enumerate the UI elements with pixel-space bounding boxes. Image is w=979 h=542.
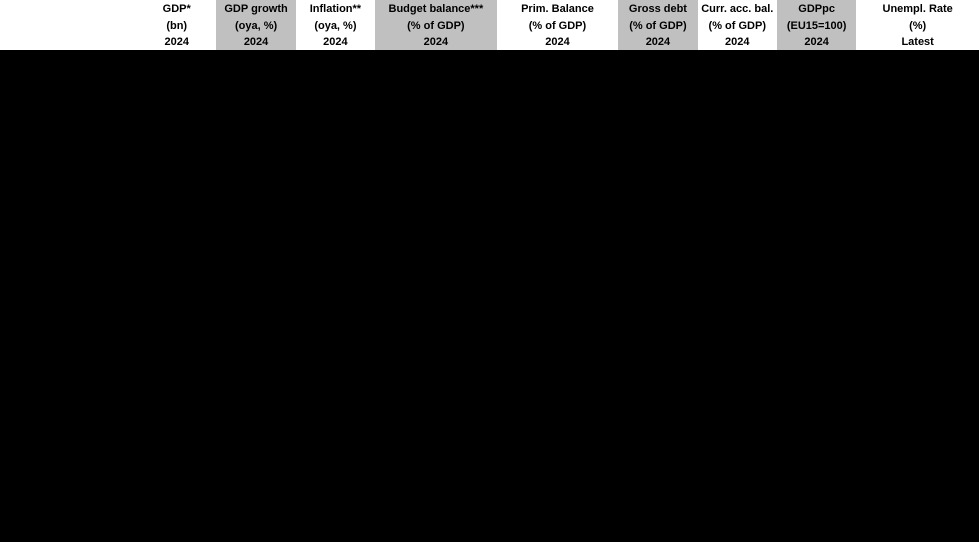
cell-gross-debt: 81 xyxy=(618,121,697,144)
table-row xyxy=(0,121,979,144)
table-row xyxy=(0,495,979,518)
cell-budget-balance: -1.2 xyxy=(375,191,497,214)
cell-unempl: 11.5 xyxy=(856,332,979,355)
cell-gdp: 2,151 xyxy=(137,238,216,261)
cell-gdp: 2,665 xyxy=(137,449,216,472)
cell-gdp: 4,273 xyxy=(137,168,216,191)
cell-gdp-growth: 2.1 xyxy=(216,332,295,355)
row-label: Portugal xyxy=(0,285,137,308)
header-cell-gdppc-2: (EU15=100) xyxy=(777,17,856,34)
cell-gross-debt: 43 xyxy=(618,215,697,238)
table-row xyxy=(0,98,979,121)
cell-gdppc: 95 xyxy=(777,145,856,168)
cell-inflation: 2.8 xyxy=(296,308,375,331)
cell-curr-acc: 1.5 xyxy=(698,238,777,261)
cell-gross-debt: 47 xyxy=(618,262,697,285)
table-row xyxy=(0,285,979,308)
header-cell-country-1 xyxy=(0,0,137,17)
row-label: Euro area xyxy=(0,355,137,378)
cell-gdppc: 116 xyxy=(777,74,856,97)
header-cell-gross-debt-2: (% of GDP) xyxy=(618,17,697,34)
cell-budget-balance: -2.8 xyxy=(375,308,497,331)
cell-gdp: 498 xyxy=(137,51,216,74)
cell-unempl: 5.4 xyxy=(856,74,979,97)
cell-gdp-growth: 2.3 xyxy=(216,308,295,331)
cell-curr-acc xyxy=(698,495,777,518)
cell-gross-debt xyxy=(618,519,697,542)
header-cell-gdp-growth-3: 2024 xyxy=(216,34,295,51)
header-cell-gdp-2: (bn) xyxy=(137,17,216,34)
header-cell-curr-acc-2: (% of GDP) xyxy=(698,17,777,34)
cell-gdp: 67 xyxy=(137,308,216,331)
cell-budget-balance: -4.4 xyxy=(375,238,497,261)
cell-prim-balance: -1.7 xyxy=(497,51,619,74)
cell-unempl: 5.4 xyxy=(856,98,979,121)
table-row xyxy=(0,355,979,378)
cell-budget-balance: -1.4 xyxy=(375,519,497,542)
cell-unempl: 3.7 xyxy=(856,262,979,285)
cell-gdp-growth: 2.8 xyxy=(216,98,295,121)
row-label xyxy=(0,449,137,472)
cell-gdp-growth: 0.9 xyxy=(216,495,295,518)
cell-unempl: 7.9 xyxy=(856,519,979,542)
cell-gdppc: 135 xyxy=(777,262,856,285)
cell-prim-balance: -4.3 xyxy=(497,425,619,448)
cell-unempl: 6.8 xyxy=(856,238,979,261)
cell-gross-debt: 23 xyxy=(618,472,697,495)
cell-inflation xyxy=(296,519,375,542)
cell-gdp: 2,902 xyxy=(137,145,216,168)
header-cell-unempl-3: Latest xyxy=(856,34,979,51)
header-cell-prim-balance-1: Prim. Balance xyxy=(497,0,619,17)
header-cell-unempl-1: Unempl. Rate xyxy=(856,0,979,17)
cell-prim-balance xyxy=(497,519,619,542)
header-row-1 xyxy=(0,0,979,17)
cell-gross-debt: 78 xyxy=(618,51,697,74)
cell-budget-balance: -7.5 xyxy=(375,378,497,401)
cell-inflation: 2.5 xyxy=(296,262,375,285)
cell-unempl: 4.2 xyxy=(856,378,979,401)
cell-gdppc: 76 xyxy=(777,98,856,121)
cell-inflation: 2.4 xyxy=(296,98,375,121)
cell-gdp: 1,081 xyxy=(137,262,216,285)
cell-gdp: 14,945 xyxy=(137,355,216,378)
cell-curr-acc: 3.2 xyxy=(698,355,777,378)
row-label: UK xyxy=(0,402,137,425)
table-row xyxy=(0,425,979,448)
cell-gdppc: 178 xyxy=(777,378,856,401)
cell-inflation: 1.4 xyxy=(296,121,375,144)
cell-gdp: 555 xyxy=(137,425,216,448)
header-cell-gdp-3: 2024 xyxy=(137,34,216,51)
cell-budget-balance: -1.6 xyxy=(375,168,497,191)
header-cell-prim-balance-2: (% of GDP) xyxy=(497,17,619,34)
cell-unempl: 4.6 xyxy=(856,472,979,495)
row-label xyxy=(0,472,137,495)
cell-gdp: 5,126 xyxy=(137,495,216,518)
cell-gdp-growth: 1.5 xyxy=(216,472,295,495)
cell-inflation xyxy=(296,449,375,472)
cell-gdp-growth: 1.7 xyxy=(216,285,295,308)
cell-gdp-growth: 0.8 xyxy=(216,262,295,285)
cell-gdppc: - xyxy=(777,472,856,495)
header-cell-budget-balance-2: (% of GDP) xyxy=(375,17,497,34)
cell-prim-balance: -3.3 xyxy=(497,145,619,168)
cell-gdp-growth: 0.9 xyxy=(216,238,295,261)
table-row xyxy=(0,168,979,191)
cell-prim-balance: -0.5 xyxy=(497,238,619,261)
cell-prim-balance: -1.4 xyxy=(497,308,619,331)
cell-curr-acc xyxy=(698,472,777,495)
header-cell-inflation-2: (oya, %) xyxy=(296,17,375,34)
cell-curr-acc: 9.1 xyxy=(698,215,777,238)
cell-gdppc: 82 xyxy=(777,238,856,261)
cell-prim-balance: - xyxy=(497,495,619,518)
cell-gross-debt: 154 xyxy=(618,191,697,214)
cell-budget-balance: -3.4 xyxy=(375,121,497,144)
cell-unempl: 8.2 xyxy=(856,121,979,144)
cell-budget-balance: -2.0 xyxy=(375,262,497,285)
cell-gdp-growth: 0.0 xyxy=(216,121,295,144)
row-label: Finland xyxy=(0,121,137,144)
cell-curr-acc: -5.2 xyxy=(698,191,777,214)
header-cell-gdp-1: GDP* xyxy=(137,0,216,17)
cell-budget-balance: - xyxy=(375,402,497,425)
cell-gdp-growth: 1.3 xyxy=(216,74,295,97)
header-cell-inflation-3: 2024 xyxy=(296,34,375,51)
header-row-3 xyxy=(0,34,979,51)
cell-curr-acc: -11.2 xyxy=(698,98,777,121)
cell-curr-acc: -1.4 xyxy=(698,145,777,168)
row-label: Greece xyxy=(0,191,137,214)
cell-prim-balance: - xyxy=(497,449,619,472)
cell-gdppc: 119 xyxy=(777,519,856,542)
cell-gdp: 283 xyxy=(137,121,216,144)
cell-gdppc: 122 xyxy=(777,51,856,74)
row-label: Spain xyxy=(0,332,137,355)
cell-gross-debt: - xyxy=(618,402,697,425)
cell-curr-acc: 2.8 xyxy=(698,332,777,355)
header-cell-budget-balance-3: 2024 xyxy=(375,34,497,51)
cell-unempl: 2.0 xyxy=(856,495,979,518)
cell-gross-debt: 96 xyxy=(618,285,697,308)
cell-gdp: 2,746 xyxy=(137,402,216,425)
cell-gross-debt: 139 xyxy=(618,238,697,261)
cell-unempl: 7.1 xyxy=(856,145,979,168)
cell-gdp-growth: 1.4 xyxy=(216,449,295,472)
cell-prim-balance: - xyxy=(497,472,619,495)
cell-gross-debt: 106 xyxy=(618,332,697,355)
cell-budget-balance: -3.0 xyxy=(375,425,497,448)
cell-gdppc: 60 xyxy=(777,285,856,308)
cell-gross-debt: 208 xyxy=(618,425,697,448)
cell-inflation: 2.5 xyxy=(296,145,375,168)
cell-curr-acc: 7.0 xyxy=(698,168,777,191)
row-label: Ireland xyxy=(0,215,137,238)
header-cell-gross-debt-1: Gross debt xyxy=(618,0,697,17)
table-row xyxy=(0,308,979,331)
cell-curr-acc: -3.1 xyxy=(698,378,777,401)
cell-unempl: 4.3 xyxy=(856,215,979,238)
cell-inflation xyxy=(296,495,375,518)
cell-unempl: 6.0 xyxy=(856,168,979,191)
header-cell-gdp-growth-1: GDP growth xyxy=(216,0,295,17)
cell-budget-balance: -3.1 xyxy=(375,51,497,74)
cell-inflation: 4.0 xyxy=(296,74,375,97)
table-row xyxy=(0,332,979,355)
header-cell-gross-debt-3: 2024 xyxy=(618,34,697,51)
cell-gdppc: 68 xyxy=(777,425,856,448)
cell-curr-acc: 1.4 xyxy=(698,308,777,331)
cell-gdp: 524 xyxy=(137,215,216,238)
cell-gdp-growth: 2.3 xyxy=(216,402,295,425)
cell-gdp-growth: 0.7 xyxy=(216,145,295,168)
cell-gdppc: 70 xyxy=(777,308,856,331)
cell-gross-debt: 71 xyxy=(618,98,697,121)
cell-budget-balance: -4.4 xyxy=(375,74,497,97)
cell-inflation: 3.1 xyxy=(296,332,375,355)
cell-prim-balance: -2.2 xyxy=(497,121,619,144)
cell-prim-balance: -0.6 xyxy=(497,168,619,191)
cell-gdp: 424 xyxy=(137,472,216,495)
cell-curr-acc: -1.6 xyxy=(698,121,777,144)
cell-gross-debt: 90 xyxy=(618,355,697,378)
cell-gross-debt: - xyxy=(618,495,697,518)
row-label: Austria xyxy=(0,51,137,74)
cell-gdppc: 95 xyxy=(777,355,856,378)
header-cell-gdppc-3: 2024 xyxy=(777,34,856,51)
cell-gdppc: 113 xyxy=(777,121,856,144)
cell-prim-balance: -0.5 xyxy=(497,332,619,355)
cell-gdp: 607 xyxy=(137,74,216,97)
cell-inflation: 1.6 xyxy=(296,238,375,261)
cell-gdp-growth: 1.9 xyxy=(216,519,295,542)
cell-budget-balance: 10.3 xyxy=(375,495,497,518)
cell-inflation xyxy=(296,402,375,425)
cell-inflation: 2.5 xyxy=(296,355,375,378)
header-cell-gdppc-1: GDPpc xyxy=(777,0,856,17)
table-row xyxy=(0,262,979,285)
table-row xyxy=(0,238,979,261)
cell-gdppc: 50 xyxy=(777,191,856,214)
cell-prim-balance: -1.1 xyxy=(497,355,619,378)
table-row xyxy=(0,378,979,401)
cell-prim-balance: 2.3 xyxy=(497,191,619,214)
cell-curr-acc: -0.4 xyxy=(698,74,777,97)
cell-gdp-growth: 1.2 xyxy=(216,215,295,238)
cell-gdppc: - xyxy=(777,449,856,472)
table-row xyxy=(0,519,979,542)
cell-gdp: 28,714 xyxy=(137,378,216,401)
row-label: Italy xyxy=(0,238,137,261)
table-row xyxy=(0,472,979,495)
row-label: Slovenia xyxy=(0,308,137,331)
cell-gross-debt: 112 xyxy=(618,145,697,168)
table-row xyxy=(0,51,979,74)
row-label: Belgium xyxy=(0,74,137,97)
cell-prim-balance: 4.3 xyxy=(497,98,619,121)
cell-gdppc: 113 xyxy=(777,168,856,191)
header-cell-gdp-growth-2: (oya, %) xyxy=(216,17,295,34)
header-cell-budget-balance-1: Budget balance*** xyxy=(375,0,497,17)
cell-curr-acc xyxy=(698,402,777,425)
table-row xyxy=(0,191,979,214)
cell-curr-acc xyxy=(698,519,777,542)
table-row xyxy=(0,145,979,168)
table-row xyxy=(0,449,979,472)
cell-prim-balance: -2.3 xyxy=(497,74,619,97)
header-cell-curr-acc-1: Curr. acc. bal. xyxy=(698,0,777,17)
header-cell-prim-balance-3: 2024 xyxy=(497,34,619,51)
row-label xyxy=(0,495,137,518)
cell-prim-balance: -1.3 xyxy=(497,262,619,285)
cell-inflation: 2.8 xyxy=(296,191,375,214)
cell-curr-acc: 1.9 xyxy=(698,51,777,74)
header-cell-unempl-2: (%) xyxy=(856,17,979,34)
table-row xyxy=(0,402,979,425)
row-label xyxy=(0,519,137,542)
header-cell-country-2 xyxy=(0,17,137,34)
cell-unempl: 2.7 xyxy=(856,425,979,448)
cell-gdp: 1,542 xyxy=(137,332,216,355)
header-cell-curr-acc-3: 2024 xyxy=(698,34,777,51)
cell-inflation: 1.9 xyxy=(296,215,375,238)
cell-gross-debt: 105 xyxy=(618,74,697,97)
row-label: Netherlands xyxy=(0,262,137,285)
cell-inflation: 2.3 xyxy=(296,285,375,308)
cell-gdp: 32 xyxy=(137,98,216,121)
cell-inflation: 2.9 xyxy=(296,378,375,401)
table-body xyxy=(0,51,979,542)
cell-unempl: 9.8 xyxy=(856,191,979,214)
cell-inflation: 3.6 xyxy=(296,51,375,74)
cell-budget-balance: -2.4 xyxy=(375,472,497,495)
cell-curr-acc xyxy=(698,425,777,448)
cell-unempl: 10.8 xyxy=(856,308,979,331)
cell-budget-balance: 1.3 xyxy=(375,215,497,238)
table-header xyxy=(0,0,979,51)
cell-unempl: 4.2 xyxy=(856,449,979,472)
cell-curr-acc: 10.2 xyxy=(698,262,777,285)
cell-prim-balance: 1.9 xyxy=(497,215,619,238)
row-label xyxy=(0,425,137,448)
cell-gdp-growth: 0.1 xyxy=(216,168,295,191)
cell-prim-balance: -2.9 xyxy=(497,378,619,401)
cell-budget-balance: 0.4 xyxy=(375,285,497,308)
cell-gross-debt: 34 xyxy=(618,449,697,472)
table-row xyxy=(0,74,979,97)
header-cell-country-3 xyxy=(0,34,137,51)
cell-unempl: 4.1 xyxy=(856,402,979,425)
cell-budget-balance: -1.0 xyxy=(375,449,497,472)
cell-curr-acc: 0.8 xyxy=(698,285,777,308)
cell-gdp-growth: 0.3 xyxy=(216,51,295,74)
row-label: Germany xyxy=(0,168,137,191)
row-label: Cyprus xyxy=(0,98,137,121)
cell-gdppc: 105 xyxy=(777,402,856,425)
header-cell-inflation-1: Inflation** xyxy=(296,0,375,17)
row-label: US xyxy=(0,378,137,401)
cell-budget-balance: 2.9 xyxy=(375,98,497,121)
cell-unempl: 6.4 xyxy=(856,355,979,378)
cell-budget-balance: -3.0 xyxy=(375,332,497,355)
cell-gdp-growth: 0.8 xyxy=(216,355,295,378)
cell-gdp-growth: -2.0 xyxy=(216,425,295,448)
cell-gross-debt: 68 xyxy=(618,308,697,331)
cell-prim-balance: 2.6 xyxy=(497,285,619,308)
cell-curr-acc xyxy=(698,449,777,472)
cell-unempl: 6.2 xyxy=(856,285,979,308)
cell-gdp-growth: 2.2 xyxy=(216,191,295,214)
cell-gdppc: 219 xyxy=(777,215,856,238)
cell-gdppc: 183 xyxy=(777,495,856,518)
cell-gdp: 6,075 xyxy=(137,519,216,542)
cell-gdp-growth: 2.4 xyxy=(216,378,295,401)
table-row xyxy=(0,215,979,238)
cell-budget-balance: -5.3 xyxy=(375,145,497,168)
cell-gdp: 277 xyxy=(137,285,216,308)
row-label: France xyxy=(0,145,137,168)
cell-prim-balance xyxy=(497,402,619,425)
cell-inflation: 2.4 xyxy=(296,168,375,191)
header-row-2 xyxy=(0,17,979,34)
cell-inflation xyxy=(296,425,375,448)
cell-gdp: 232 xyxy=(137,191,216,214)
cell-budget-balance: -3.0 xyxy=(375,355,497,378)
cell-unempl: 5.0 xyxy=(856,51,979,74)
cell-inflation xyxy=(296,472,375,495)
cell-gross-debt: 83 xyxy=(618,378,697,401)
cell-gross-debt: 63 xyxy=(618,168,697,191)
cell-gdppc: 71 xyxy=(777,332,856,355)
